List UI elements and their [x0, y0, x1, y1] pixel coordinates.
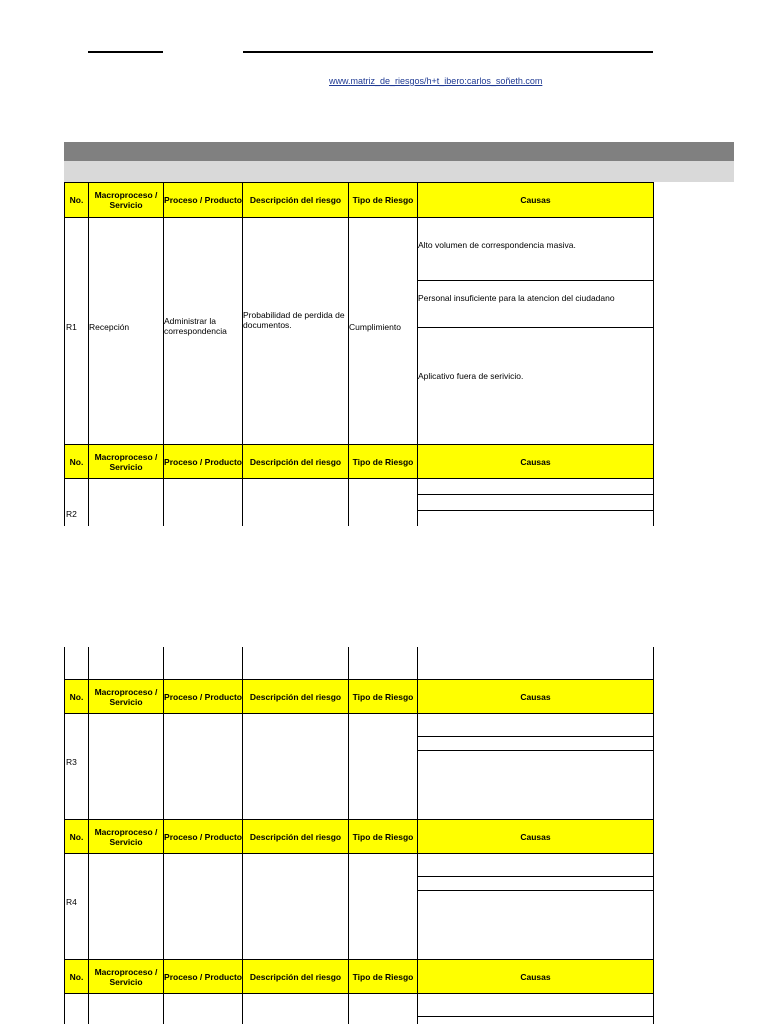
header-causas: Causas — [418, 680, 653, 713]
subtitle-band — [64, 161, 734, 182]
header-border — [653, 444, 654, 479]
body-border — [348, 647, 349, 679]
body-border — [348, 853, 349, 959]
header-proceso: Proceso / Producto — [164, 183, 242, 217]
body-border — [348, 478, 349, 526]
cause-separator — [417, 876, 654, 877]
header-border — [64, 819, 654, 820]
header-causas: Causas — [418, 960, 653, 993]
body-border — [242, 993, 243, 1024]
header-border — [653, 819, 654, 854]
header-proceso: Proceso / Producto — [164, 445, 242, 478]
header-border — [417, 959, 418, 994]
body-border — [653, 853, 654, 959]
header-border — [417, 444, 418, 479]
cause-separator — [417, 736, 654, 737]
header-border — [64, 217, 654, 218]
body-border — [242, 217, 243, 444]
body-border — [417, 853, 418, 959]
header-border — [64, 993, 654, 994]
header-border — [653, 679, 654, 714]
body-border — [417, 647, 418, 679]
header-border — [348, 182, 349, 218]
header-border — [242, 959, 243, 994]
header-border — [348, 959, 349, 994]
header-border — [242, 679, 243, 714]
header-border — [348, 819, 349, 854]
header-macro: Macroproceso / Servicio — [89, 183, 163, 217]
header-line-right — [243, 51, 653, 53]
header-border — [88, 182, 89, 218]
header-proceso: Proceso / Producto — [164, 960, 242, 993]
header-border — [88, 819, 89, 854]
header-causas: Causas — [418, 445, 653, 478]
body-border — [64, 217, 65, 444]
header-border — [242, 819, 243, 854]
risk-descripcion: Probabilidad de perdida de documentos. — [243, 310, 345, 330]
cause-separator — [417, 750, 654, 751]
header-border — [163, 959, 164, 994]
body-border — [64, 478, 65, 526]
cause-separator — [417, 327, 654, 328]
body-border — [348, 993, 349, 1024]
header-no: No. — [65, 680, 88, 713]
header-macro: Macroproceso / Servicio — [89, 680, 163, 713]
header-macro: Macroproceso / Servicio — [89, 960, 163, 993]
header-border — [64, 444, 65, 479]
body-border — [88, 993, 89, 1024]
header-border — [163, 182, 164, 218]
header-macro: Macroproceso / Servicio — [89, 820, 163, 853]
header-border — [653, 959, 654, 994]
body-border — [653, 647, 654, 679]
header-causas: Causas — [418, 820, 653, 853]
body-border — [64, 713, 65, 819]
body-border — [417, 993, 418, 1024]
header-proceso: Proceso / Producto — [164, 680, 242, 713]
header-border — [417, 182, 418, 218]
body-border — [653, 993, 654, 1024]
header-border — [64, 182, 65, 218]
header-border — [64, 819, 65, 854]
header-border — [653, 182, 654, 218]
header-border — [64, 679, 65, 714]
risk-id: R4 — [66, 897, 77, 907]
body-border — [64, 853, 65, 959]
header-border — [242, 444, 243, 479]
body-border — [64, 993, 65, 1024]
body-border — [417, 713, 418, 819]
header-tipo: Tipo de Riesgo — [349, 820, 417, 853]
header-border — [88, 444, 89, 479]
header-line-left — [88, 51, 163, 53]
risk-tipo: Cumplimiento — [349, 322, 401, 332]
header-macro: Macroproceso / Servicio — [89, 445, 163, 478]
header-descripcion: Descripción del riesgo — [243, 183, 348, 217]
cause-separator — [417, 1016, 654, 1017]
page-break — [0, 526, 768, 647]
body-border — [163, 853, 164, 959]
header-tipo: Tipo de Riesgo — [349, 680, 417, 713]
body-border — [88, 647, 89, 679]
body-border — [64, 647, 65, 679]
cause-separator — [417, 890, 654, 891]
header-border — [64, 679, 654, 680]
risk-causa: Alto volumen de correspondencia masiva. — [418, 240, 576, 250]
body-border — [163, 478, 164, 526]
risk-proceso: Administrar la correspondencia — [164, 316, 227, 336]
cause-separator — [417, 510, 654, 511]
body-border — [348, 713, 349, 819]
header-border — [64, 713, 654, 714]
header-border — [163, 679, 164, 714]
cause-separator — [417, 280, 654, 281]
title-band — [64, 142, 734, 161]
risk-id: R2 — [66, 509, 77, 519]
risk-id: R3 — [66, 757, 77, 767]
header-no: No. — [65, 445, 88, 478]
body-border — [163, 647, 164, 679]
header-tipo: Tipo de Riesgo — [349, 183, 417, 217]
body-border — [242, 478, 243, 526]
body-border — [653, 478, 654, 526]
header-border — [64, 959, 654, 960]
body-border — [417, 478, 418, 526]
body-border — [88, 853, 89, 959]
header-tipo: Tipo de Riesgo — [349, 445, 417, 478]
body-border — [88, 713, 89, 819]
header-border — [348, 444, 349, 479]
header-descripcion: Descripción del riesgo — [243, 960, 348, 993]
header-border — [417, 679, 418, 714]
body-border — [163, 993, 164, 1024]
header-border — [88, 959, 89, 994]
body-border — [417, 217, 418, 444]
header-border — [64, 959, 65, 994]
header-border — [348, 679, 349, 714]
body-border — [653, 217, 654, 444]
risk-id: R1 — [66, 322, 77, 332]
header-tipo: Tipo de Riesgo — [349, 960, 417, 993]
risk-macroproceso: Recepción — [89, 322, 130, 332]
risk-causa: Personal insuficiente para la atencion del ciudadano — [418, 293, 615, 303]
body-border — [242, 713, 243, 819]
body-border — [88, 478, 89, 526]
body-border — [653, 713, 654, 819]
header-border — [64, 444, 654, 445]
header-causas: Causas — [418, 183, 653, 217]
risk-causa: Aplicativo fuera de serivicio. — [418, 371, 524, 381]
source-link[interactable]: www.matriz_de_riesgos/h+t_ibero:carlos_soñeth.com — [329, 76, 543, 86]
header-border — [163, 444, 164, 479]
header-no: No. — [65, 183, 88, 217]
header-border — [64, 478, 654, 479]
header-border — [88, 679, 89, 714]
header-descripcion: Descripción del riesgo — [243, 680, 348, 713]
body-border — [242, 853, 243, 959]
header-descripcion: Descripción del riesgo — [243, 820, 348, 853]
header-proceso: Proceso / Producto — [164, 820, 242, 853]
header-border — [163, 819, 164, 854]
header-border — [64, 182, 654, 183]
header-border — [417, 819, 418, 854]
header-no: No. — [65, 960, 88, 993]
body-border — [163, 713, 164, 819]
header-border — [64, 853, 654, 854]
header-descripcion: Descripción del riesgo — [243, 445, 348, 478]
cause-separator — [417, 494, 654, 495]
header-no: No. — [65, 820, 88, 853]
header-border — [242, 182, 243, 218]
body-border — [242, 647, 243, 679]
